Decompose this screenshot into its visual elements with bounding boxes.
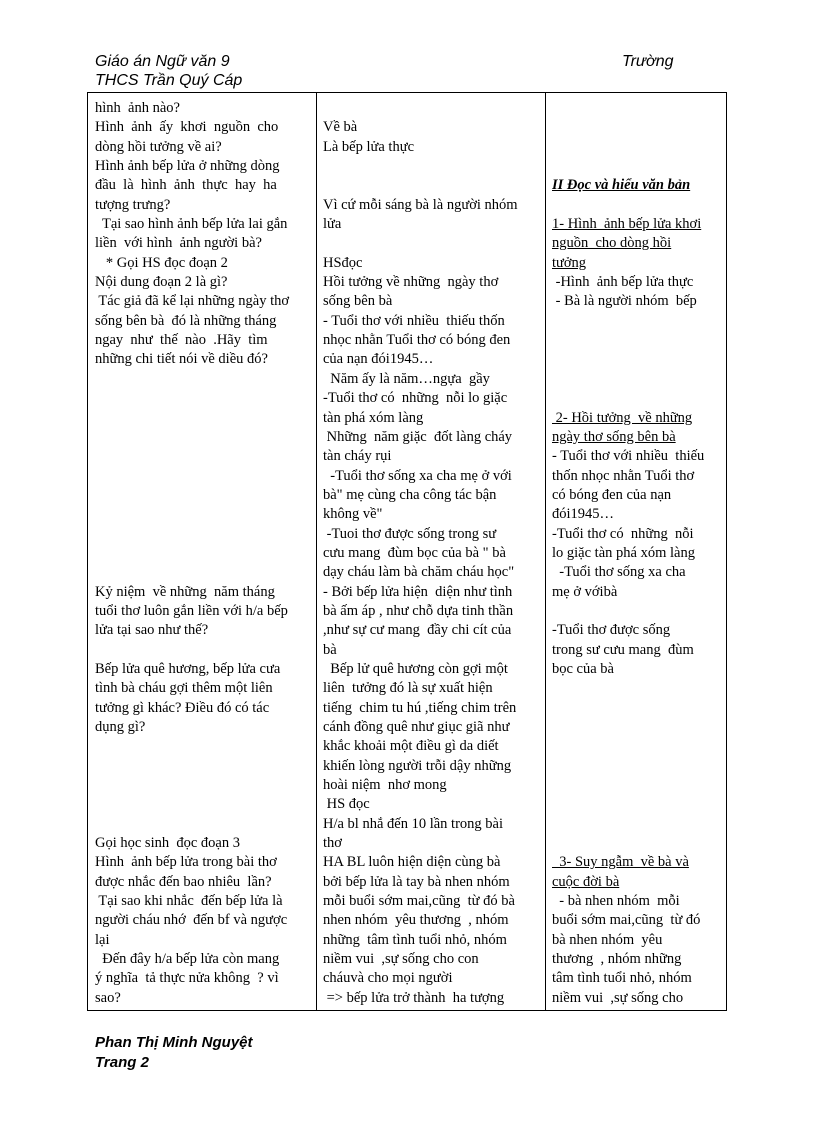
text-line: Vì cứ mỗi sáng bà là người nhóm	[323, 196, 518, 213]
text-line	[552, 196, 720, 215]
text-line: Gọi học sinh đọc đoạn 3	[95, 835, 240, 852]
text-line: tượng trưng?	[95, 196, 171, 213]
text-line	[95, 505, 317, 524]
text-line: Tại sao khi nhắc đến bếp lửa là	[95, 893, 283, 910]
text-line	[552, 602, 720, 621]
text-line	[323, 176, 535, 195]
text-line: -Tuổi thơ có những nỗi	[552, 525, 694, 542]
text-line	[95, 544, 317, 563]
text-line: tưởng gì khác? Điều đó có tác	[95, 699, 270, 716]
text-line: Hồi tưởng về những ngày thơ	[323, 274, 499, 291]
text-line	[552, 389, 720, 408]
text-line: dạy cháu làm bà chăm cháu học"	[323, 564, 515, 581]
text-line: nguồn cho dòng hồi	[552, 235, 672, 252]
text-line	[323, 157, 535, 176]
document-header-right: Trường	[622, 53, 674, 70]
text-line	[95, 757, 317, 776]
text-line	[552, 795, 720, 814]
text-line: tiếng chim tu hú ,tiếng chim trên	[323, 699, 517, 716]
text-line: - bà nhen nhóm mỗi	[552, 893, 680, 910]
text-line: bà ấm áp , như chỗ dựa tinh thần	[323, 602, 514, 619]
text-line	[95, 389, 317, 408]
text-line: cuộc đời bà	[552, 873, 620, 890]
text-line: ngày thơ sống bên bà	[552, 428, 676, 445]
text-line: -Tuổi thơ sống xa cha mẹ ở với	[323, 467, 512, 484]
text-line: - Bởi bếp lửa hiện diện như tình	[323, 583, 513, 600]
text-line: thương , nhóm những	[552, 951, 682, 968]
text-line: -Tuổi thơ sống xa cha	[552, 564, 686, 581]
text-line: được nhắc đến bao nhiêu lần?	[95, 873, 272, 890]
text-line: -Hình ảnh bếp lửa thực	[552, 274, 694, 291]
student-activity-column	[323, 99, 535, 1008]
text-line: của nạn đói1945…	[323, 351, 434, 368]
text-line	[552, 350, 720, 369]
text-line	[552, 312, 720, 331]
text-line: buổi sớm mai,cũng từ đó	[552, 912, 701, 929]
lesson-table	[87, 92, 727, 1011]
text-line: II Đọc và hiểu văn bản	[552, 177, 691, 194]
text-line: mỗi buổi sớm mai,cũng từ đó bà	[323, 893, 515, 910]
text-line: bọc của bà	[552, 660, 614, 677]
text-line	[323, 234, 535, 253]
text-line: sao?	[95, 989, 121, 1006]
text-line	[552, 718, 720, 737]
text-line: H/a bl nhắ đến 10 lần trong bài	[323, 815, 503, 832]
text-line	[552, 776, 720, 795]
text-line: 2- Hồi tưởng về những	[552, 409, 693, 426]
text-line: Hình ảnh ấy khơi nguồn cho	[95, 119, 279, 136]
text-line	[552, 737, 720, 756]
author-name: Phan Thị Minh Nguyệt	[95, 1034, 253, 1051]
text-line: liền với hình ảnh người bà?	[95, 235, 262, 252]
text-line: đói1945…	[552, 506, 615, 523]
text-line: -Tuổi thơ có những nỗi lo giặc	[323, 390, 508, 407]
text-line: tuổi thơ luôn gắn liền với h/a bếp	[95, 602, 288, 619]
text-line: -Tuoi thơ được sống trong sư	[323, 525, 497, 542]
text-line: - Bà là người nhóm bếp	[552, 293, 697, 310]
text-line: nhọc nhằn Tuổi thơ có bóng đen	[323, 332, 511, 349]
column-divider	[545, 93, 546, 1010]
text-line	[95, 815, 317, 834]
text-line	[552, 757, 720, 776]
text-line: tình bà cháu gợi thêm một liên	[95, 680, 273, 697]
text-line: niềm vui ,sự sống cho	[552, 989, 684, 1006]
text-line	[95, 776, 317, 795]
text-line: Hình ảnh bếp lửa trong bài thơ	[95, 854, 277, 871]
text-line: Là bếp lửa thực	[323, 138, 415, 155]
text-line: Bếp lử quê hương còn gợi một	[323, 660, 508, 677]
text-line: ,như sự cư mang đầy chi cít của	[323, 622, 512, 639]
text-line: dòng hồi tưởng về ai?	[95, 138, 222, 155]
text-line: mẹ ở vớibà	[552, 583, 618, 600]
school-name: THCS Trần Quý Cáp	[95, 72, 243, 89]
text-line: bà nhen nhóm yêu	[552, 931, 663, 948]
text-line: Tại sao hình ảnh bếp lửa lai gắn	[95, 216, 288, 233]
text-line: => bếp lửa trở thành ha tượng	[323, 989, 505, 1006]
text-line: lửa tại sao như thế?	[95, 622, 209, 639]
text-line	[95, 486, 317, 505]
text-line: HS đọc	[323, 796, 370, 813]
text-line: * Gọi HS đọc đoạn 2	[95, 254, 228, 271]
text-line: lo giặc tàn phá xóm làng	[552, 544, 695, 561]
text-line	[552, 99, 720, 118]
text-line: sống bên bà	[323, 293, 393, 310]
text-line: tàn cháy rụi	[323, 448, 392, 465]
text-line: khắc khoải một điều gì da diết	[323, 738, 499, 755]
text-line: Những năm giặc đốt làng cháy	[323, 428, 513, 445]
text-line: liên tưởng đó là sự xuất hiện	[323, 680, 493, 697]
text-line: cánh đồng quê như giục giã như	[323, 719, 510, 735]
text-line	[552, 699, 720, 718]
text-line: bởi bếp lửa là tay bà nhen nhóm	[323, 873, 510, 890]
text-line: đầu là hình ảnh thực hay ha	[95, 177, 277, 194]
text-line: Tác giả đã kể lại những ngày thơ	[95, 293, 290, 310]
document-footer	[95, 1033, 253, 1073]
text-line: bà	[323, 641, 337, 658]
text-line: sống bên bà đó là những tháng	[95, 312, 277, 329]
text-line	[552, 331, 720, 350]
text-line: 3- Suy ngẫm về bà và	[552, 854, 689, 871]
text-line: cưu mang đùm bọc của bà " bà	[323, 544, 506, 561]
text-line: 1- Hình ảnh bếp lửa khơi	[552, 216, 702, 233]
text-line	[95, 370, 317, 389]
text-line: - Tuổi thơ với nhiều thiếu	[552, 448, 705, 465]
text-line: hoài niệm nhơ mong	[323, 777, 447, 794]
lesson-plan-title: Giáo án Ngữ văn 9	[95, 53, 230, 70]
lesson-content-column	[552, 99, 720, 1008]
text-line: tâm tình tuổi nhỏ, nhóm	[552, 970, 692, 987]
text-line: lửa	[323, 216, 342, 233]
text-line: HSđọc	[323, 254, 363, 271]
text-line: Về bà	[323, 119, 358, 136]
text-line: lại	[95, 931, 110, 948]
text-line: tàn phá xóm làng	[323, 409, 424, 426]
text-line: -Tuổi thơ được sống	[552, 622, 671, 639]
text-line: - Tuổi thơ với nhiều thiếu thốn	[323, 312, 505, 329]
text-line: Năm ấy là năm…ngựa gầy	[323, 370, 490, 387]
text-line: những chi tiết nói về diều đó?	[95, 351, 268, 368]
text-line: trong sư cưu mang đùm	[552, 641, 694, 658]
text-line: dụng gì?	[95, 719, 146, 735]
text-line: Đến đây h/a bếp lửa còn mang	[95, 951, 280, 968]
text-line	[95, 447, 317, 466]
text-line: những tâm tình tuổi nhỏ, nhóm	[323, 931, 507, 948]
text-line	[95, 428, 317, 447]
text-line: ngay như thế nào .Hãy tìm	[95, 332, 268, 349]
text-line	[552, 679, 720, 698]
text-line: bà" mẹ cùng cha công tác bận	[323, 486, 497, 503]
text-line: cháuvà cho mọi người	[323, 970, 453, 987]
text-line: ý nghĩa tả thực nửa không ? vì	[95, 970, 279, 987]
page-number: Trang 2	[95, 1054, 149, 1071]
text-line	[95, 467, 317, 486]
text-line: có bóng đen của nạn	[552, 486, 672, 503]
text-line	[552, 815, 720, 834]
text-line: Kỷ niệm về những năm tháng	[95, 583, 275, 600]
text-line: Bếp lửa quê hương, bếp lửa cưa	[95, 660, 281, 677]
text-line: HA BL luôn hiện diện cùng bà	[323, 854, 501, 871]
text-line: tưởng	[552, 254, 587, 271]
text-line	[323, 99, 535, 118]
text-line: người cháu nhớ đến bf và ngược	[95, 912, 288, 929]
text-line: niềm vui ,sự sống cho con	[323, 951, 479, 968]
text-line: hình ảnh nào?	[95, 100, 180, 116]
text-line: Hình ảnh bếp lửa ở những dòng	[95, 158, 280, 175]
text-line	[552, 157, 720, 176]
text-line	[552, 370, 720, 389]
text-line	[552, 118, 720, 137]
text-line	[95, 525, 317, 544]
text-line: Nội dung đoạn 2 là gì?	[95, 274, 228, 291]
text-line: khiến lòng người trỗi dậy những	[323, 757, 512, 774]
teacher-activity-column	[95, 99, 317, 1008]
text-line	[552, 834, 720, 853]
text-line: nhen nhóm yêu thương , nhóm	[323, 912, 509, 929]
text-line: không về"	[323, 506, 383, 523]
text-line: thốn nhọc nhằn Tuổi thơ	[552, 467, 695, 484]
text-line	[95, 641, 317, 660]
document-header-left	[95, 52, 395, 90]
text-line	[552, 138, 720, 157]
text-line	[95, 795, 317, 814]
text-line	[95, 409, 317, 428]
text-line	[95, 563, 317, 582]
text-line	[95, 737, 317, 756]
text-line: thơ	[323, 835, 342, 852]
